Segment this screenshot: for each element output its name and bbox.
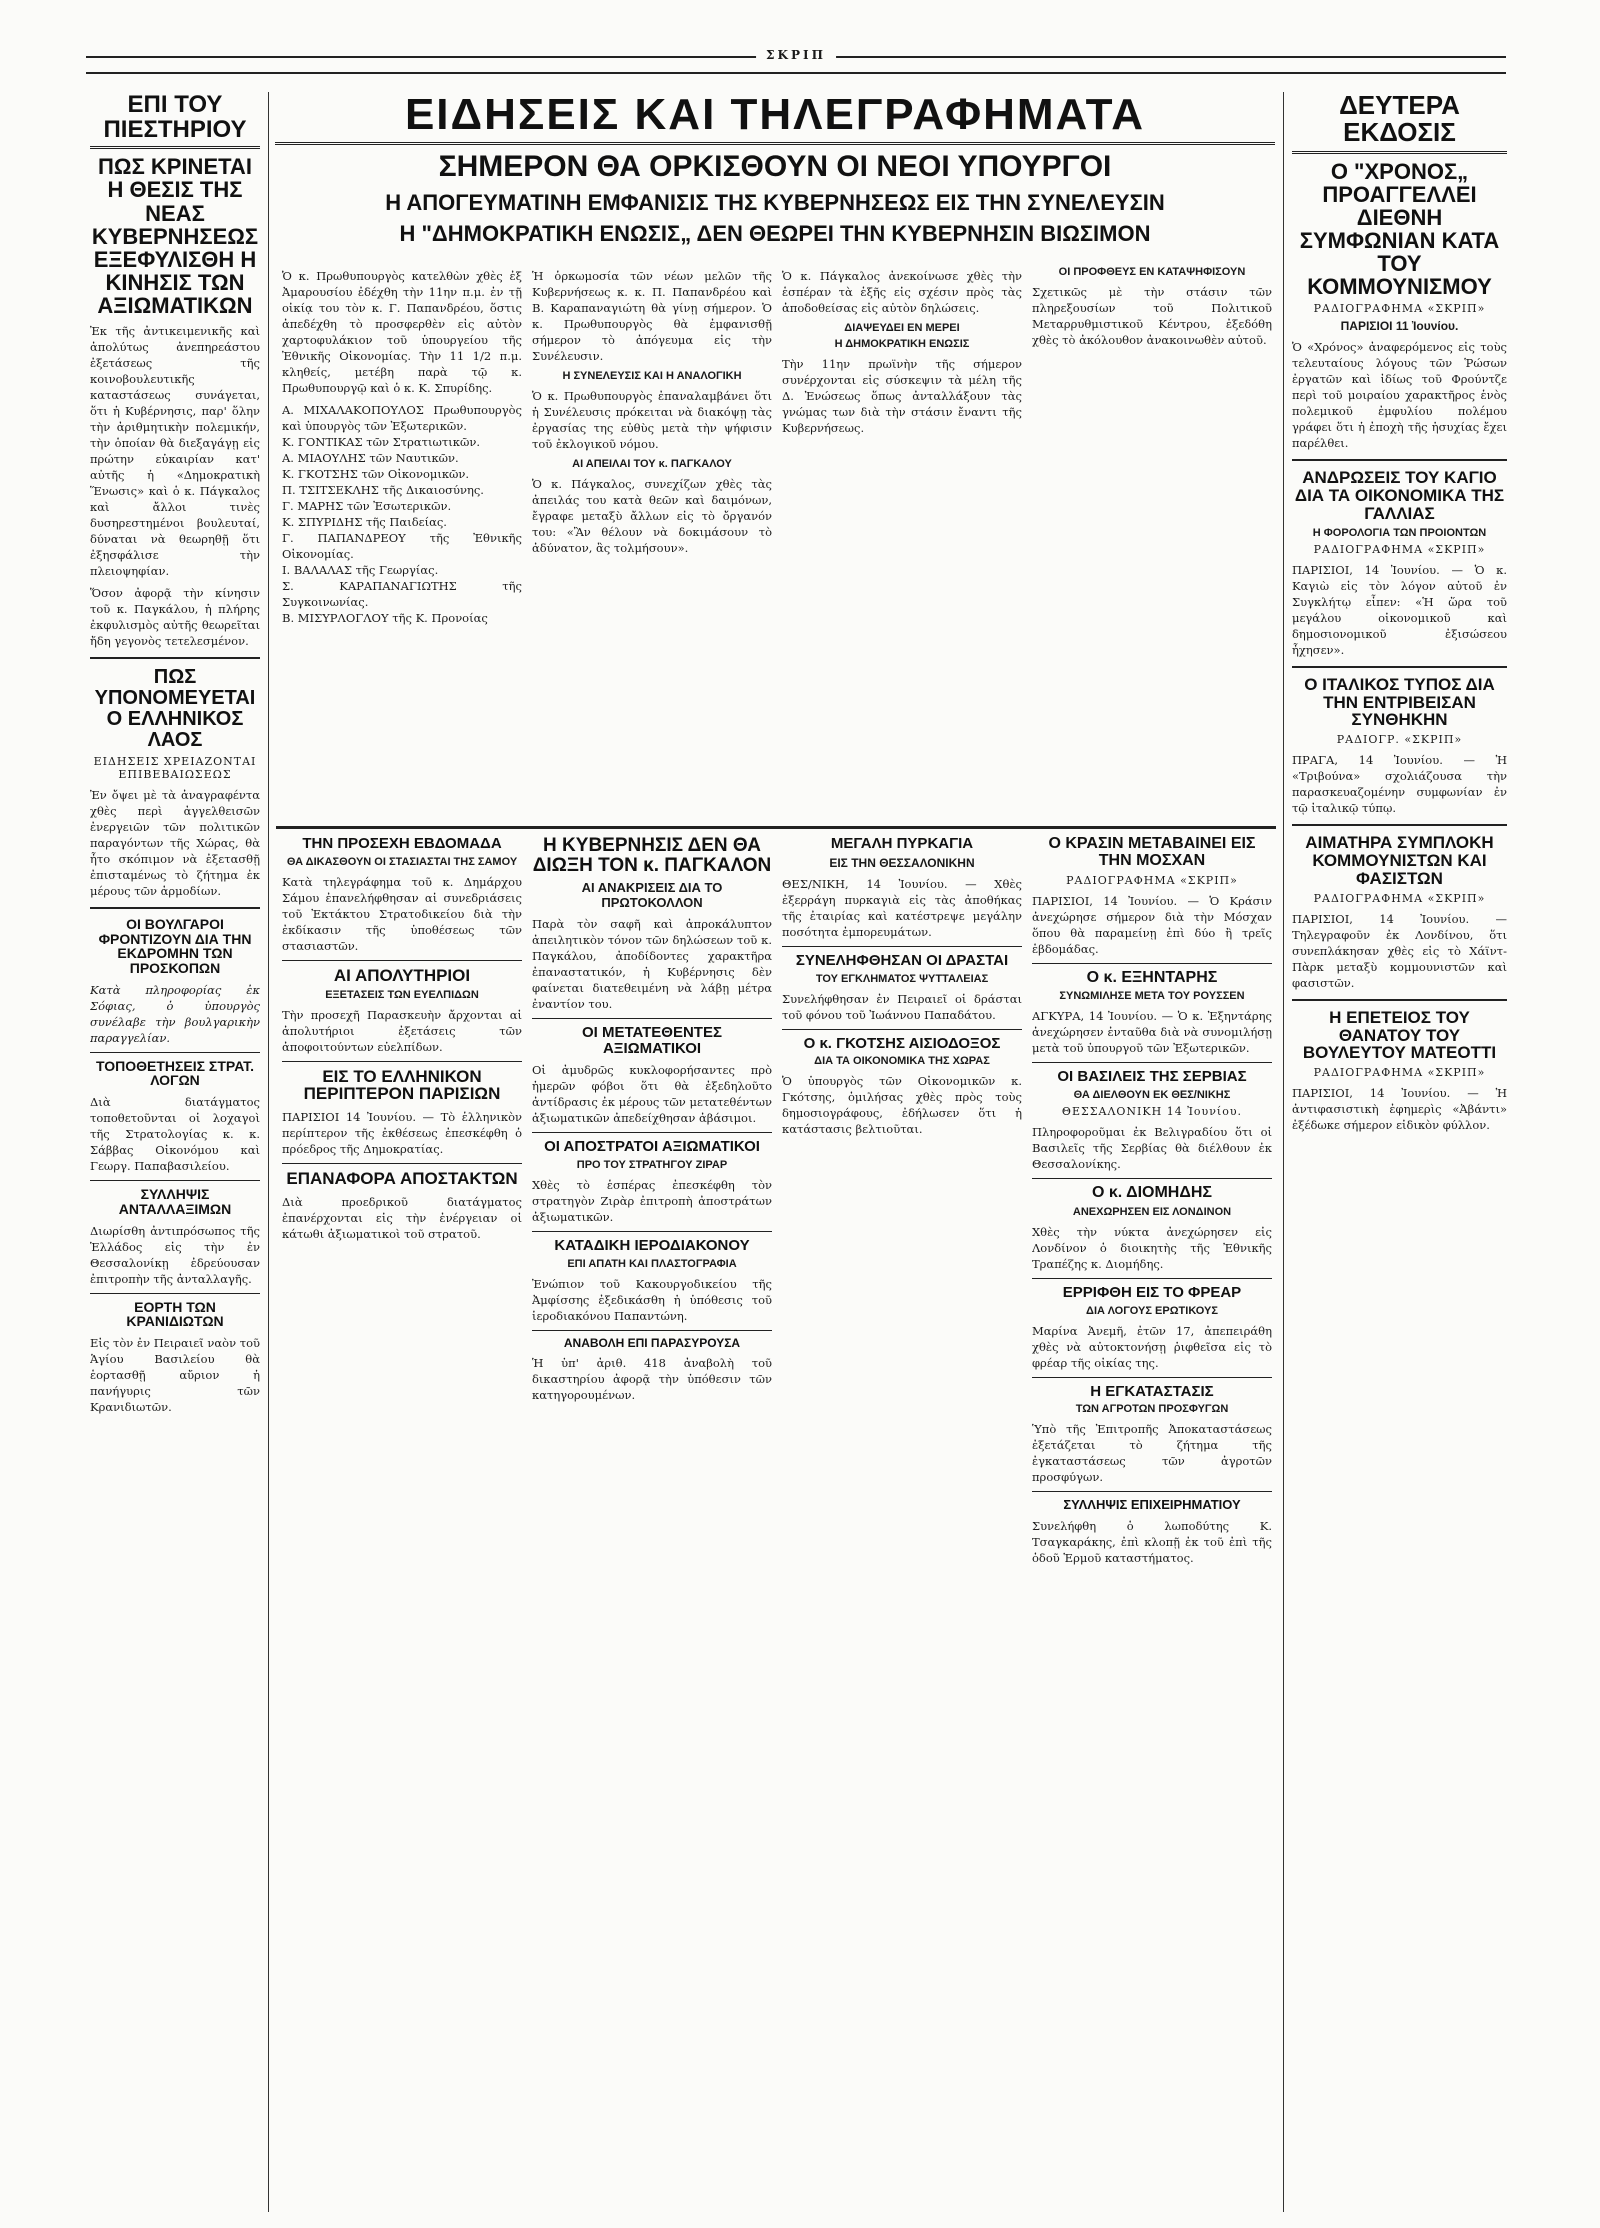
article-headline: ΜΕΓΑΛΗ ΠΥΡΚΑΓΙΑ: [830, 836, 974, 852]
banner-subtitle-1: ΣΗΜΕΡΟΝ ΘΑ ΟΡΚΙΣΘΟΥΝ ΟΙ ΝΕΟΙ ΥΠΟΥΡΓΟΙ: [438, 150, 1112, 184]
top-col-4: [1032, 262, 1272, 822]
article-subhead: ΣΥΝΩΜΙΛΗΣΕ ΜΕΤΑ ΤΟΥ ΡΟΥΣΣΕΝ: [1059, 990, 1245, 1003]
banner-subtitle-2: Η ΑΠΟΓΕΥΜΑΤΙΝΗ ΕΜΦΑΝΙΣΙΣ ΤΗΣ ΚΥΒΕΡΝΗΣΕΩΣ ΕΙΣ ΤΗΝ ΣΥΝΕΛΕΥΣΙΝ: [385, 189, 1165, 215]
banner-title: ΕΙΔΗΣΕΙΣ ΚΑΙ ΤΗΛΕΓΡΑΦΗΜΑΤΑ: [275, 92, 1275, 145]
minister-item: Σ. ΚΑΡΑΠΑΝΑΓΙΩΤΗΣ τῆς Συγκοινωνίας.: [282, 579, 522, 609]
left-headline-6: ΕΟΡΤΗ ΤΩΝ ΚΡΑΝΙΔΙΩΤΩΝ: [126, 1298, 224, 1330]
left-body-1: Ἐκ τῆς ἀντικειμενικῆς καὶ ἀπολύτως ἀνεπηρεάστου ἐξετάσεως τῆς κοινοβουλευτικῆς καταστάσεως συνάγεται, ὅτι ἡ Κυβέρνησις, παρ' ὅλην τὴν ἀριθμητικὴν πολεμικήν, τὴν ὁποίαν θὰ διεξαγάγῃ εἰς πρώτην εὐκαιρίαν κατ' αὐτῆς ἡ «Δημοκρατικὴ Ἕνωσις» καὶ ὁ κ. Πάγκαλος καὶ ἄλλοι τινὲς δυσηρεστημένοι βουλευταί, δύναται νὰ θεωρηθῇ ὅτι ἐξησφάλισε τὴν πλειοψηφίαν.: [90, 324, 260, 579]
article-subhead: ΕΙΣ ΤΗΝ ΘΕΣΣΑΛΟΝΙΚΗΝ: [829, 855, 975, 870]
article-headline: Η ΚΥΒΕΡΝΗΣΙΣ ΔΕΝ ΘΑ ΔΙΩΞΗ ΤΟΝ κ. ΠΑΓΚΑΛΟΝ: [532, 836, 772, 876]
left-headline-3: ΟΙ ΒΟΥΛΓΑΡΟΙ ΦΡΟΝΤΙΖΟΥΝ ΔΙΑ ΤΗΝ ΕΚΔΡΟΜΗΝ ΤΩΝ ΠΡΟΣΚΟΠΩΝ: [98, 916, 252, 977]
article-headline: ΑΙ ΑΠΟΛΥΤΗΡΙΟΙ: [333, 965, 471, 985]
mid-col-4: [1032, 836, 1272, 2206]
article-headline: ΕΠΑΝΑΦΟΡΑ ΑΠΟΣΤΑΚΤΩΝ: [286, 1169, 518, 1189]
masthead-rule: [86, 48, 1506, 74]
article-headline: ΑΝΑΒΟΛΗ ΕΠΙ ΠΑΡΑΣΥΡΟΥΣΑ: [563, 1335, 741, 1350]
article-body: Κατὰ τηλεγράφημα τοῦ κ. Δημάρχου Σάμου ἐπανελήφθησαν αἱ συνεδριάσεις τοῦ Ἐκτάκτου Στρατοδικείου διὰ τὴν ἐκδίκασιν τῆς ὑποθέσεως τῶν στασιαστῶν.: [282, 874, 522, 953]
left-title: ΕΠΙ ΤΟΥ ΠΙΕΣΤΗΡΙΟΥ: [90, 92, 260, 149]
article-body: ΑΓΚΥΡΑ, 14 Ἰουνίου. — Ὁ κ. Ἐξηντάρης ἀνεχώρησεν ἐνταῦθα διὰ νὰ συνομιλήσῃ μετὰ τοῦ ὑπουργοῦ τῶν Ἐξωτερικῶν.: [1032, 1009, 1272, 1056]
right-headline-4: ΑΙΜΑΤΗΡΑ ΣΥΜΠΛΟΚΗ ΚΟΜΜΟΥΝΙΣΤΩΝ ΚΑΙ ΦΑΣΙΣΤΩΝ: [1305, 833, 1494, 888]
top-body-2: Ἡ ὁρκωμοσία τῶν νέων μελῶν τῆς Κυβερνήσεως κ. κ. Π. Παπανδρέου καὶ Β. Καραπαναγιώτη θὰ γίνῃ σήμερον. Ὁ κ. Πρωθυπουργὸς θὰ ἐμφανισθῇ σήμερον τὸ ἀπόγευμα εἰς τὴν Συνέλευσιν.: [532, 269, 772, 363]
article-body: Ἐνώπιον τοῦ Κακουργοδικείου τῆς Ἀμφίσσης ἐξεδικάσθη ἡ ὑπόθεσις τοῦ ἱεροδιακόνου Παπαντώνη.: [532, 1276, 772, 1323]
article-body: Ὁ ὑπουργὸς τῶν Οἰκονομικῶν κ. Γκότσης, ὁμιλήσας χθὲς πρὸς τοὺς δημοσιογράφους, ἐδήλωσεν ὅτι ἡ κατάστασις βελτιοῦται.: [782, 1074, 1022, 1137]
minister-item: Α. ΜΙΑΟΥΛΗΣ τῶν Ναυτικῶν.: [282, 451, 459, 465]
article-body: Διὰ προεδρικοῦ διατάγματος ἐπανέρχονται εἰς τὴν ἐνέργειαν οἱ κάτωθι ἀξιωματικοὶ τοῦ στρατοῦ.: [282, 1195, 522, 1242]
minister-list: [282, 402, 522, 626]
right-body-2: ΠΑΡΙΣΙΟΙ, 14 Ἰουνίου. — Ὁ κ. Καγιὼ εἰς τὸν λόγον αὐτοῦ ἐν Συγκλήτῳ εἶπεν: «Ἡ ὥρα τοῦ μεγάλου οἰκονομικοῦ καὶ δημοσιονομικοῦ ἐξισώσεου ἦχησεν».: [1292, 562, 1507, 657]
article-body: Πληροφοροῦμαι ἐκ Βελιγραδίου ὅτι οἱ Βασιλεῖς τῆς Σερβίας θὰ διέλθουν ἐκ Θεσσαλονίκης.: [1032, 1125, 1272, 1172]
article-headline: ΟΙ ΒΑΣΙΛΕΙΣ ΤΗΣ ΣΕΡΒΙΑΣ: [1057, 1068, 1247, 1086]
mid-col-2: [532, 836, 772, 2206]
right-radiogram-2: ΡΑΔΙΟΓΡΑΦΗΜΑ «ΣΚΡΙΠ»: [1313, 542, 1486, 556]
article-headline: Ο κ. ΔΙΟΜΗΔΗΣ: [1091, 1184, 1213, 1202]
article-headline: ΟΙ ΑΠΟΣΤΡΑΤΟΙ ΑΞΙΩΜΑΤΙΚΟΙ: [544, 1138, 760, 1156]
article-headline: Η ΕΓΚΑΤΑΣΤΑΣΙΣ: [1090, 1382, 1214, 1400]
left-headline-5: ΣΥΛΛΗΨΙΣ ΑΝΤΑΛΛΑΞΙΜΩΝ: [118, 1186, 232, 1217]
right-body-5: ΠΑΡΙΣΙΟΙ, 14 Ἰουνίου. — Ἡ ἀντιφασιστικὴ ἐφημερὶς «Ἀβάντι» ἐξέδωκε σήμερον εἰδικὸν φύλλον.: [1292, 1086, 1507, 1133]
right-headline-3: Ο ΙΤΑΛΙΚΟΣ ΤΥΠΟΣ ΔΙΑ ΤΗΝ ΕΝΤΡΙΒΕΙΣΑΝ ΣΥΝΘΗΚΗΝ: [1304, 674, 1495, 730]
left-headline-4: ΤΟΠΟΘΕΤΗΣΕΙΣ ΣΤΡΑΤ. ΛΟΓΩΝ: [95, 1057, 255, 1089]
article-subhead: ΑΙ ΑΝΑΚΡΙΣΕΙΣ ΔΙΑ ΤΟ ΠΡΩΤΟΚΟΛΛΟΝ: [581, 879, 723, 910]
minister-item: Α. ΜΙΧΑΛΑΚΟΠΟΥΛΟΣ Πρωθυπουργὸς καὶ ὑπουργὸς τῶν Ἐξωτερικῶν.: [282, 403, 522, 433]
top-body-5: Ὁ κ. Πάγκαλος ἀνεκοίνωσε χθὲς τὴν ἑσπέραν τὰ ἑξῆς εἰς σχέσιν πρὸς τὰς ἀποδοθείσας εἰς αὐτὸν δηλώσεις.: [782, 269, 1022, 315]
right-radiogram-5: ΡΑΔΙΟΓΡΑΦΗΜΑ «ΣΚΡΙΠ»: [1313, 1066, 1486, 1080]
left-body-3: Ἐν ὄψει μὲ τὰ ἀναγραφέντα χθὲς περὶ ἀγγελθεισῶν ἐνεργειῶν τῶν πολιτικῶν παραγόντων τῆς Χώρας, θὰ ἦτο σκόπιμον νὰ ἐξετασθῇ ἐπισταμένως τὸ ζήτημα ἐκ μέρους τῶν ἁρμοδίων.: [90, 788, 260, 899]
top-col-3: [782, 262, 1022, 822]
top-col-2: [532, 262, 772, 822]
article-headline: Ο ΚΡΑΣΙΝ ΜΕΤΑΒΑΙΝΕΙ ΕΙΣ ΤΗΝ ΜΟΣΧΑΝ: [1048, 836, 1256, 869]
article-headline: Ο κ. ΕΞΗΝΤΑΡΗΣ: [1086, 968, 1218, 986]
column-rule: [1283, 92, 1284, 2212]
right-radiogram-4: ΡΑΔΙΟΓΡΑΦΗΜΑ «ΣΚΡΙΠ»: [1313, 891, 1486, 905]
right-dateline-1: ΠΑΡΙΣΙΟΙ 11 Ἰουνίου.: [1340, 319, 1459, 334]
article-body: Παρὰ τὸν σαφῆ καὶ ἀπροκάλυπτον ἀπειλητικὸν τόνον τῶν δηλώσεων τοῦ κ. Παγκάλου, ἀποδίδοντες χαρακτῆρα ἐπαναστατικόν, ἡ Κυβέρνησις δὲν φαίνεται διατεθειμένη νὰ λάβῃ μέτρα ἐναντίον του.: [532, 916, 772, 1011]
top-headline-apeil: ΑΙ ΑΠΕΙΛΑΙ ΤΟΥ κ. ΠΑΓΚΑΛΟΥ: [572, 458, 732, 470]
article-body: Συνελήφθησαν ἐν Πειραιεῖ οἱ δράσται τοῦ φόνου τοῦ Ἰωάννου Παπαδάτου.: [782, 991, 1022, 1022]
article-body: Οἱ ἀμυδρῶς κυκλοφορήσαντες πρὸ ἡμερῶν φόβοι ὅτι θὰ ἐξεδηλοῦτο ἀντίδρασις ἐκ μέρους τῶν μετατεθέντων ἀξιωματικῶν ἀπεδείχθησαν ἀβάσιμοι.: [532, 1063, 772, 1126]
minister-item: Ι. ΒΑΛΑΛΑΣ τῆς Γεωργίας.: [282, 563, 439, 577]
right-radiogram-3: ΡΑΔΙΟΓΡ. «ΣΚΡΙΠ»: [1336, 733, 1463, 747]
article-subhead: ΔΙΑ ΛΟΓΟΥΣ ΕΡΩΤΙΚΟΥΣ: [1086, 1304, 1218, 1317]
article-headline: ΣΥΝΕΛΗΦΘΗΣΑΝ ΟΙ ΔΡΑΣΤΑΙ: [795, 951, 1009, 969]
minister-item: Κ. ΓΟΝΤΙΚΑΣ τῶν Στρατιωτικῶν.: [282, 435, 481, 449]
article-subhead: ΘΑ ΔΙΕΛΘΟΥΝ ΕΚ ΘΕΣ/ΝΙΚΗΣ: [1073, 1089, 1231, 1102]
article-body: Ὑπὸ τῆς Ἐπιτροπῆς Ἀποκαταστάσεως ἐξετάζεται τὸ ζήτημα τῆς ἐγκαταστάσεως τῶν ἀγροτῶν προσφύγων.: [1032, 1422, 1272, 1485]
article-subhead: ΤΩΝ ΑΓΡΟΤΩΝ ΠΡΟΣΦΥΓΩΝ: [1075, 1403, 1229, 1416]
top-headline-syn: Η ΣΥΝΕΛΕΥΣΙΣ ΚΑΙ Η ΑΝΑΛΟΓΙΚΗ: [562, 370, 742, 382]
article-radiogram: ΘΕΣΣΑΛΟΝΙΚΗ 14 Ἰουνίου.: [1061, 1105, 1243, 1119]
article-headline: ΚΑΤΑΔΙΚΗ ΙΕΡΟΔΙΑΚΟΝΟΥ: [554, 1237, 750, 1255]
article-subhead: ΕΞΕΤΑΣΕΙΣ ΤΩΝ ΕΥΕΛΠΙΔΩΝ: [325, 988, 479, 1001]
article-subhead: ΘΑ ΔΙΚΑΣΘΟΥΝ ΟΙ ΣΤΑΣΙΑΣΤΑΙ ΤΗΣ ΣΑΜΟΥ: [286, 855, 518, 868]
article-body: Μαρίνα Ἀνεμῆ, ἐτῶν 17, ἀπεπειράθη χθὲς νὰ αὐτοκτονήσῃ ῥιφθεῖσα εἰς τὸ φρέαρ τῆς οἰκίας της.: [1032, 1323, 1272, 1370]
right-headline: Ο "ΧΡΟΝΟΣ„ ΠΡΟΑΓΓΕΛΛΕΙ ΔΙΕΘΝΗ ΣΥΜΦΩΝΙΑΝ ΚΑΤΑ ΤΟΥ ΚΟΜΜΟΥΝΙΣΜΟΥ: [1299, 158, 1500, 300]
minister-item: Β. ΜΙΣΥΡΛΟΓΛΟΥ τῆς Κ. Προνοίας: [282, 611, 488, 625]
right-headline-5: Η ΕΠΕΤΕΙΟΣ ΤΟΥ ΘΑΝΑΤΟΥ ΤΟΥ ΒΟΥΛΕΥΤΟΥ ΜΑΤΕΟΤΤΙ: [1302, 1007, 1497, 1063]
article-headline: ΣΥΛΛΗΨΙΣ ΕΠΙΧΕΙΡΗΜΑΤΙΟΥ: [1063, 1497, 1241, 1513]
left-headline: ΠΩΣ ΚΡΙΝΕΤΑΙ Η ΘΕΣΙΣ ΤΗΣ ΝΕΑΣ ΚΥΒΕΡΝΗΣΕΩΣ ΕΞΕΦΥΛΙΣΘΗ Η ΚΙΝΗΣΙΣ ΤΩΝ ΑΞΙΩΜΑΤΙΚΩΝ: [91, 154, 259, 318]
right-body-1: Ὁ «Χρόνος» ἀναφερόμενος εἰς τοὺς τελευταίους λόγους τῶν Ῥώσων ἐργατῶν καὶ ἰδίως τοῦ Φρούντζε περὶ τοῦ μοιραίου χαρακτῆρος ἑνὸς πολεμικοῦ ἐμφυλίου πολέμου γράφει ὅτι ἡ ἐποχὴ τῆς ἡσυχίας ἔχει παρέλθει.: [1292, 340, 1507, 451]
minister-item: Κ. ΣΠΥΡΙΔΗΣ τῆς Παιδείας.: [282, 515, 447, 529]
article-body: Χθὲς τὴν νύκτα ἀνεχώρησεν εἰς Λονδίνον ὁ διοικητὴς τῆς Ἐθνικῆς Τραπέζης κ. Διομήδης.: [1032, 1224, 1272, 1271]
article-body: ΠΑΡΙΣΙΟΙ 14 Ἰουνίου. — Τὸ ἑλληνικὸν περίπτερον τῆς ἐκθέσεως ἐπεσκέφθη ὁ πρόεδρος τῆς Δημοκρατίας.: [282, 1110, 522, 1157]
left-body-7: Εἰς τὸν ἐν Πειραιεῖ ναὸν τοῦ Ἁγίου Βασιλείου θὰ ἑορτασθῇ αὔριον ἡ πανήγυρις τῶν Κρανιδιωτῶν.: [90, 1335, 260, 1414]
left-headline-2: ΠΩΣ ΥΠΟΝΟΜΕΥΕΤΑΙ Ο ΕΛΛΗΝΙΚΟΣ ΛΑΟΣ: [94, 666, 256, 752]
mid-col-1: [282, 836, 522, 2206]
right-subhead-2: Η ΦΟΡΟΛΟΓΙΑ ΤΩΝ ΠΡΟΙΟΝΤΩΝ: [1312, 526, 1487, 539]
right-body-4: ΠΑΡΙΣΙΟΙ, 14 Ἰουνίου. — Τηλεγραφοῦν ἐκ Λονδίνου, ὅτι συνεπλάκησαν χθὲς εἰς τὸ Χάϊντ-Πὰρκ μεταξὺ κομμουνιστῶν καὶ φασιστῶν.: [1292, 911, 1507, 990]
minister-item: Γ. ΠΑΠΑΝΔΡΕΟΥ τῆς Ἐθνικῆς Οἰκονομίας.: [282, 531, 522, 561]
top-headline-prof: ΟΙ ΠΡΟΦΘΕΥΣ ΕΝ ΚΑΤΑΨΗΦΙΣΟΥΝ: [1058, 266, 1246, 278]
left-body-2: Ὅσον ἀφορᾷ τὴν κίνησιν τοῦ κ. Παγκάλου, ἡ πλήρης ἐκφυλισμὸς αὐτῆς θεωρεῖται ἤδη γεγονὸς τετελεσμένον.: [90, 586, 260, 649]
top-body-3: Ὁ κ. Πρωθυπουργὸς ἐπαναλαμβάνει ὅτι ἡ Συνέλευσις πρόκειται νὰ διακόψῃ τὰς ἐργασίας της εὐθὺς μετὰ τὴν ψήφισιν τοῦ ἐκλογικοῦ νόμου.: [532, 389, 772, 451]
top-body-4: Ὁ κ. Πάγκαλος, συνεχίζων χθὲς τὰς ἀπειλάς του κατὰ θεῶν καὶ δαιμόνων, ἔγραφε μεταξὺ ἄλλων εἰς τὸ ὄργανόν του: «Ἂν θέλουν νὰ δοκιμάσουν τὸ ἀδύνατον, ἂς τολμήσουν».: [532, 477, 772, 555]
left-body-4: Κατὰ πληροφορίας ἐκ Σόφιας, ὁ ὑπουργὸς συνέλαβε τὴν βουλγαρικὴν παραγγελίαν.: [90, 982, 260, 1045]
left-body-5: Διὰ διατάγματος τοποθετοῦνται οἱ λοχαγοὶ τῆς Στρατολογίας κ. κ. Σάββας Οἰκονόμου καὶ Γεωργ. Παπαβασιλείου.: [90, 1095, 260, 1174]
masthead-name: ΣΚΡΙΠ: [756, 48, 836, 62]
right-title: ΔΕΥΤΕΡΑ ΕΚΔΟΣΙΣ: [1292, 92, 1507, 154]
banner-subtitle-3: Η "ΔΗΜΟΚΡΑΤΙΚΗ ΕΝΩΣΙΣ„ ΔΕΝ ΘΕΩΡΕΙ ΤΗΝ ΚΥΒΕΡΝΗΣΙΝ ΒΙΩΣΙΜΟΝ: [399, 220, 1151, 246]
article-headline: ΕΙΣ ΤΟ ΕΛΛΗΝΙΚΟΝ ΠΕΡΙΠΤΕΡΟΝ ΠΑΡΙΣΙΩΝ: [303, 1066, 501, 1104]
minister-item: Γ. ΜΑΡΗΣ τῶν Ἐσωτερικῶν.: [282, 499, 452, 513]
minister-item: Κ. ΓΚΟΤΣΗΣ τῶν Οἰκονομικῶν.: [282, 467, 470, 481]
left-column: [90, 92, 260, 2212]
article-headline: ΕΡΡΙΦΘΗ ΕΙΣ ΤΟ ΦΡΕΑΡ: [1062, 1283, 1242, 1301]
top-headline-diast: ΔΙΑΨΕΥΔΕΙ ΕΝ ΜΕΡΕΙ: [844, 322, 960, 334]
top-body-1: Ὁ κ. Πρωθυπουργὸς κατελθὼν χθὲς ἐξ Ἀμαρουσίου ἐδέχθη τὴν 11ην π.μ. ἐν τῇ οἰκίᾳ του τὸν κ. Γ. Παπανδρέου, ὅστις ἀπεδέχθη τὸ προσφερθὲν εἰς αὐτὸν χαρτοφυλάκιον τοῦ ὑπουργείου τῆς Ἐθνικῆς Οἰκονομίας. Τὴν 11 1/2 π.μ. κληθείς, μετέβη παρὰ τῷ κ. Πρωθυπουργῷ καὶ ὁ κ. Κ. Σπυρίδης.: [282, 269, 522, 395]
article-body: Χθὲς τὸ ἑσπέρας ἐπεσκέφθη τὸν στρατηγὸν Ζιρὰρ ἐπιτροπὴ ἀποστράτων ἀξιωματικῶν.: [532, 1178, 772, 1225]
mid-col-3: [782, 836, 1022, 2206]
article-body: Ἡ ὑπ' ἀριθ. 418 ἀναβολὴ τοῦ δικαστηρίου ἀφορᾷ τὴν ὑπόθεσιν τῶν κατηγορουμένων.: [532, 1356, 772, 1403]
article-headline: ΟΙ ΜΕΤΑΤΕΘΕΝΤΕΣ ΑΞΙΩΜΑΤΙΚΟΙ: [582, 1023, 722, 1057]
article-headline: ΤΗΝ ΠΡΟΣΕΧΗ ΕΒΔΟΜΑΔΑ: [302, 836, 502, 852]
article-subhead: ΤΟΥ ΕΓΚΛΗΜΑΤΟΣ ΨΥΤΤΑΛΕΙΑΣ: [815, 972, 989, 985]
left-subhead-2: ΕΙΔΗΣΕΙΣ ΧΡΕΙΑΖΟΝΤΑΙ ΕΠΙΒΕΒΑΙΩΣΕΩΣ: [93, 755, 257, 782]
article-body: ΠΑΡΙΣΙΟΙ, 14 Ἰουνίου. — Ὁ Κράσιν ἀνεχώρησε σήμερον διὰ τὴν Μόσχαν ὅπου θὰ παραμείνῃ ἐπὶ δύο ἢ τρεῖς ἑβδομάδας.: [1032, 893, 1272, 956]
left-body-6: Διωρίσθη ἀντιπρόσωπος τῆς Ἑλλάδος εἰς τὴν ἐν Θεσσαλονίκῃ ἐδρεύουσαν ἐπιτροπὴν τῆς ἀνταλλαγῆς.: [90, 1223, 260, 1286]
article-subhead: ΔΙΑ ΤΑ ΟΙΚΟΝΟΜΙΚΑ ΤΗΣ ΧΩΡΑΣ: [814, 1055, 990, 1068]
main-banner: [275, 92, 1275, 245]
right-radiogram-1: ΡΑΔΙΟΓΡΑΦΗΜΑ «ΣΚΡΙΠ»: [1313, 302, 1486, 316]
article-radiogram: ΡΑΔΙΟΓΡΑΦΗΜΑ «ΣΚΡΙΠ»: [1066, 873, 1238, 887]
top-body-6: Τὴν 11ην πρωϊνὴν τῆς σήμερον συνέρχονται εἰς σύσκεψιν τὰ μέλη τῆς Δ. Ἑνώσεως ὅπως ἀνταλλάξουν τὰς γνώμας των διὰ τὴν στάσιν ἔναντι τῆς Κυβερνήσεως.: [782, 357, 1022, 435]
right-headline-2: ΑΝΔΡΩΣΕΙΣ ΤΟΥ ΚΑΓΙΟ ΔΙΑ ΤΑ ΟΙΚΟΝΟΜΙΚΑ ΤΗΣ ΓΑΛΛΙΑΣ: [1294, 468, 1505, 523]
article-subhead: ΑΝΕΧΩΡΗΣΕΝ ΕΙΣ ΛΟΝΔΙΝΟΝ: [1072, 1205, 1232, 1218]
top-col-1: [282, 262, 522, 822]
section-rule: [276, 826, 1276, 829]
right-column: [1292, 92, 1507, 2212]
top-headline-dim: Η ΔΗΜΟΚΡΑΤΙΚΗ ΕΝΩΣΙΣ: [834, 338, 970, 350]
article-body: Τὴν προσεχῆ Παρασκευὴν ἄρχονται αἱ ἀπολυτήριοι ἐξετάσεις τῶν ἀποφοιτούντων εὐελπίδων.: [282, 1007, 522, 1054]
article-subhead: ΕΠΙ ΑΠΑΤΗ ΚΑΙ ΠΛΑΣΤΟΓΡΑΦΙΑ: [567, 1257, 737, 1270]
article-body: ΘΕΣ/ΝΙΚΗ, 14 Ἰουνίου. — Χθὲς ἐξερράγη πυρκαγιὰ εἰς τὰς ἀποθήκας τῆς ἐταιρίας καὶ κατέστρεψε μεγάλην ποσότητα ἐμπορευμάτων.: [782, 876, 1022, 939]
minister-item: Π. ΤΣΙΤΣΕΚΛΗΣ τῆς Δικαιοσύνης.: [282, 483, 484, 497]
column-rule: [268, 92, 269, 2212]
article-subhead: ΠΡΟ ΤΟΥ ΣΤΡΑΤΗΓΟΥ ΖΙΡΑΡ: [576, 1159, 728, 1172]
article-headline: Ο κ. ΓΚΟΤΣΗΣ ΑΙΣΙΟΔΟΞΟΣ: [803, 1034, 1001, 1052]
top-body-7: Σχετικῶς μὲ τὴν στάσιν τῶν πληρεξουσίων τοῦ Πολιτικοῦ Μεταρρυθμιστικοῦ Κέντρου, ἐξεδόθη χθὲς τὸ ἀκόλουθον ἀνακοινωθὲν αὐτοῦ.: [1032, 285, 1272, 347]
article-body: Συνελήφθη ὁ λωποδύτης Κ. Τσαγκαράκης, ἐπὶ κλοπῇ ἐκ τοῦ ἐπὶ τῆς ὁδοῦ Ἑρμοῦ καταστήματος.: [1032, 1519, 1272, 1566]
right-body-3: ΠΡΑΓΑ, 14 Ἰουνίου. — Ἡ «Τριβούνα» σχολιάζουσα τὴν παρασκευαζομένην συμφωνίαν ἐν τῷ ἰταλικῷ τύπῳ.: [1292, 753, 1507, 816]
